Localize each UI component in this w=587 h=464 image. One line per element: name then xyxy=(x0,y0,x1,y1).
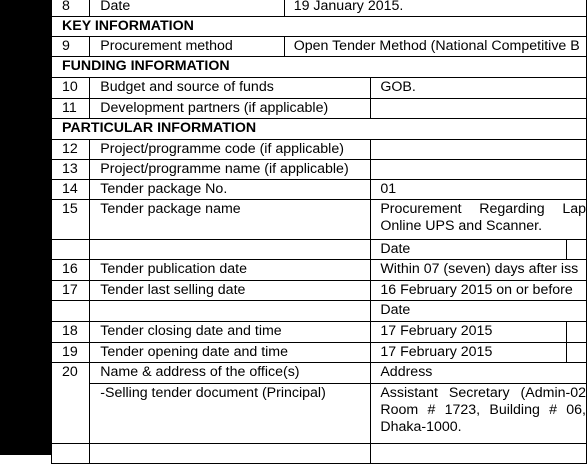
row-number: 18 xyxy=(52,322,90,343)
row-number xyxy=(52,301,90,322)
table-row xyxy=(52,37,587,57)
table-row xyxy=(52,160,587,180)
section-heading: PARTICULAR INFORMATION xyxy=(52,119,587,140)
row-label: Procurement method xyxy=(90,37,284,57)
table-row xyxy=(52,180,587,200)
row-label: Tender package name xyxy=(90,200,371,240)
row-number xyxy=(52,384,90,444)
table-row xyxy=(52,0,587,17)
table-row xyxy=(52,363,587,384)
table-row xyxy=(52,281,587,301)
table-row xyxy=(52,200,587,240)
row-value: 17 February 2015 xyxy=(371,343,567,363)
row-value xyxy=(371,140,587,160)
section-heading-row xyxy=(52,17,587,37)
row-label xyxy=(90,444,371,464)
empty-cell xyxy=(566,240,586,260)
section-heading-row xyxy=(52,119,587,140)
row-value xyxy=(371,99,587,119)
row-number: 12 xyxy=(52,140,90,160)
row-value: 17 February 2015 xyxy=(371,322,567,343)
left-margin-bar xyxy=(0,0,51,455)
row-number: 11 xyxy=(52,99,90,119)
empty-cell xyxy=(566,322,586,343)
row-value: Assistant Secretary (Admin-02 Room # 1723, Building # 06, Dhaka-1000. xyxy=(371,384,587,444)
section-heading-row xyxy=(52,57,587,78)
table-row xyxy=(52,240,587,260)
row-label: Tender last selling date xyxy=(90,281,371,301)
table-row xyxy=(52,260,587,281)
date-subheader: Date xyxy=(371,301,587,322)
row-number: 10 xyxy=(52,78,90,99)
row-label: Date xyxy=(90,0,284,17)
table-row xyxy=(52,301,587,322)
address-subheader: Address xyxy=(371,363,587,384)
empty-cell xyxy=(566,343,586,363)
row-label: Tender publication date xyxy=(90,260,371,281)
row-label: Project/programme code (if applicable) xyxy=(90,140,371,160)
row-value: Procurement Regarding Lap Online UPS and Scanner. xyxy=(371,200,587,240)
row-value: 16 February 2015 on or before xyxy=(371,281,587,301)
row-number: 9 xyxy=(52,37,90,57)
table-row xyxy=(52,78,587,99)
row-label: Tender package No. xyxy=(90,180,371,200)
row-number xyxy=(52,240,90,260)
row-number: 16 xyxy=(52,260,90,281)
table-row xyxy=(52,444,587,464)
row-value xyxy=(371,160,587,180)
row-label: Tender closing date and time xyxy=(90,322,371,343)
section-heading: FUNDING INFORMATION xyxy=(52,57,587,78)
row-label: Project/programme name (if applicable) xyxy=(90,160,371,180)
row-number: 19 xyxy=(52,343,90,363)
table-row xyxy=(52,343,587,363)
row-number: 20 xyxy=(52,363,90,384)
section-heading: KEY INFORMATION xyxy=(52,17,587,37)
row-label: Budget and source of funds xyxy=(90,78,371,99)
row-label: Development partners (if applicable) xyxy=(90,99,371,119)
row-number: 13 xyxy=(52,160,90,180)
row-label: -Selling tender document (Principal) xyxy=(90,384,371,444)
row-label: Name & address of the office(s) xyxy=(90,363,371,384)
row-value: Open Tender Method (National Competitive B xyxy=(284,37,586,57)
row-label xyxy=(90,240,371,260)
row-number: 14 xyxy=(52,180,90,200)
row-value: Within 07 (seven) days after iss xyxy=(371,260,587,281)
row-value xyxy=(371,444,587,464)
row-number: 15 xyxy=(52,200,90,240)
tender-notice-table xyxy=(51,0,587,464)
row-value: GOB. xyxy=(371,78,587,99)
row-value: 01 xyxy=(371,180,587,200)
table-row xyxy=(52,322,587,343)
row-number xyxy=(52,444,90,464)
row-label: Tender opening date and time xyxy=(90,343,371,363)
row-label xyxy=(90,301,371,322)
table-row xyxy=(52,384,587,444)
row-number: 17 xyxy=(52,281,90,301)
row-value: 19 January 2015. xyxy=(284,0,586,17)
table-row xyxy=(52,99,587,119)
table-row xyxy=(52,140,587,160)
row-number: 8 xyxy=(52,0,90,17)
date-subheader: Date xyxy=(371,240,567,260)
